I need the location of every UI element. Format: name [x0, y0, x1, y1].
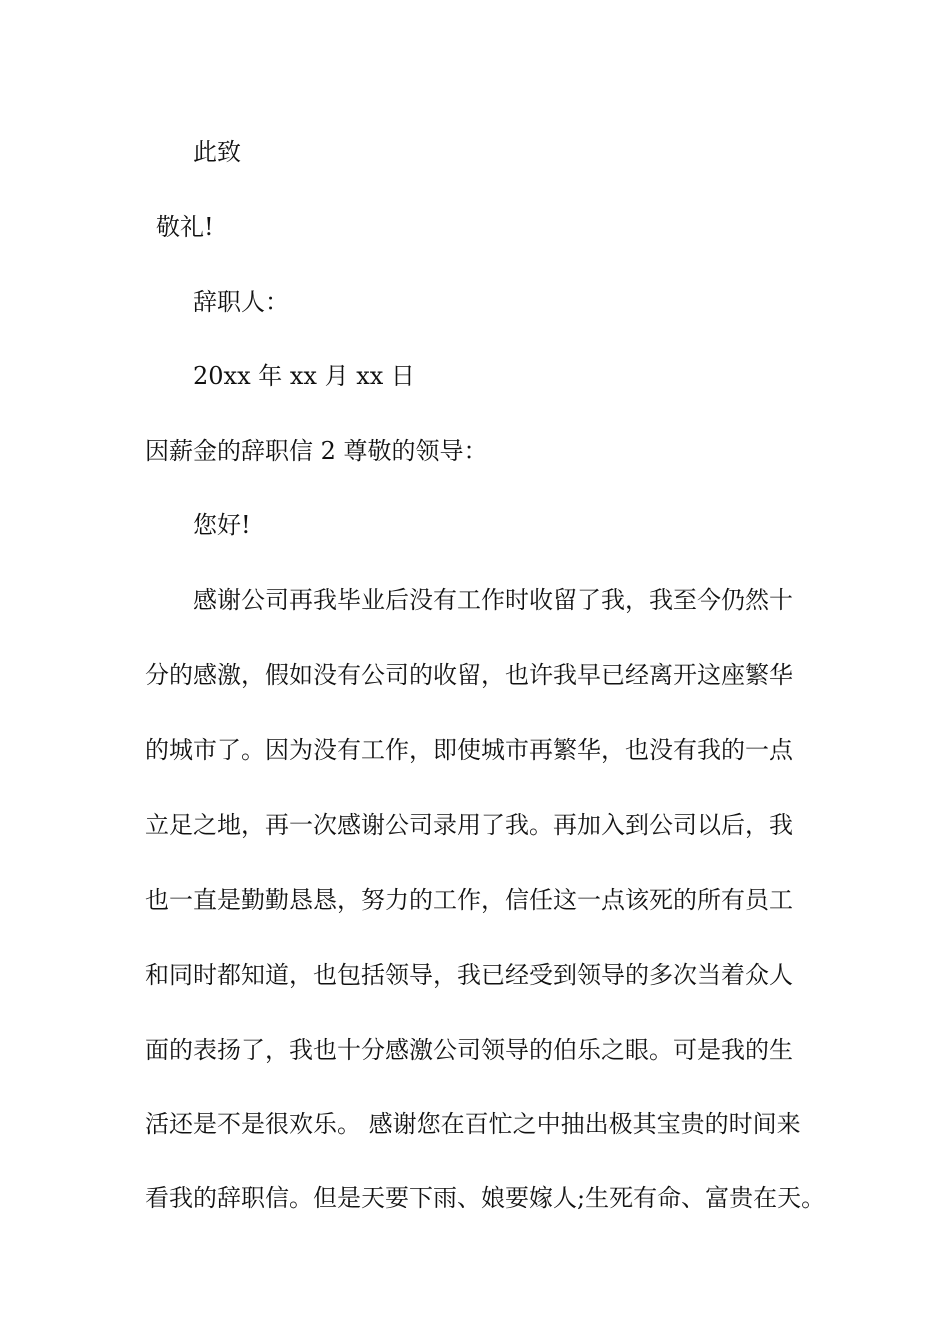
body-line: 活还是不是很欢乐。 感谢您在百忙之中抽出极其宝贵的时间来	[145, 1110, 801, 1138]
regards-text: 敬礼!	[156, 213, 214, 241]
body-line: 分的感激，假如没有公司的收留，也许我早已经离开这座繁华	[145, 661, 793, 689]
body-line: 也一直是勤勤恳恳，努力的工作，信任这一点该死的所有员工	[145, 886, 793, 914]
body-line: 看我的辞职信。但是天要下雨、娘要嫁人;生死有命、富贵在天。	[145, 1184, 826, 1212]
body-line: 感谢公司再我毕业后没有工作时收留了我，我至今仍然十	[193, 586, 793, 614]
greeting-text: 您好!	[193, 511, 251, 539]
letter-heading: 因薪金的辞职信 2 尊敬的领导：	[145, 437, 488, 465]
salutation-text: 此致	[193, 138, 241, 166]
resigner-label: 辞职人：	[193, 288, 289, 316]
body-line: 的城市了。因为没有工作，即使城市再繁华，也没有我的一点	[145, 736, 793, 764]
body-line: 和同时都知道，也包括领导，我已经受到领导的多次当着众人	[145, 961, 793, 989]
body-line: 立足之地，再一次感谢公司录用了我。再加入到公司以后，我	[145, 811, 793, 839]
date-text: 20xx 年 xx 月 xx 日	[193, 362, 415, 390]
body-line: 面的表扬了，我也十分感激公司领导的伯乐之眼。可是我的生	[145, 1036, 793, 1064]
